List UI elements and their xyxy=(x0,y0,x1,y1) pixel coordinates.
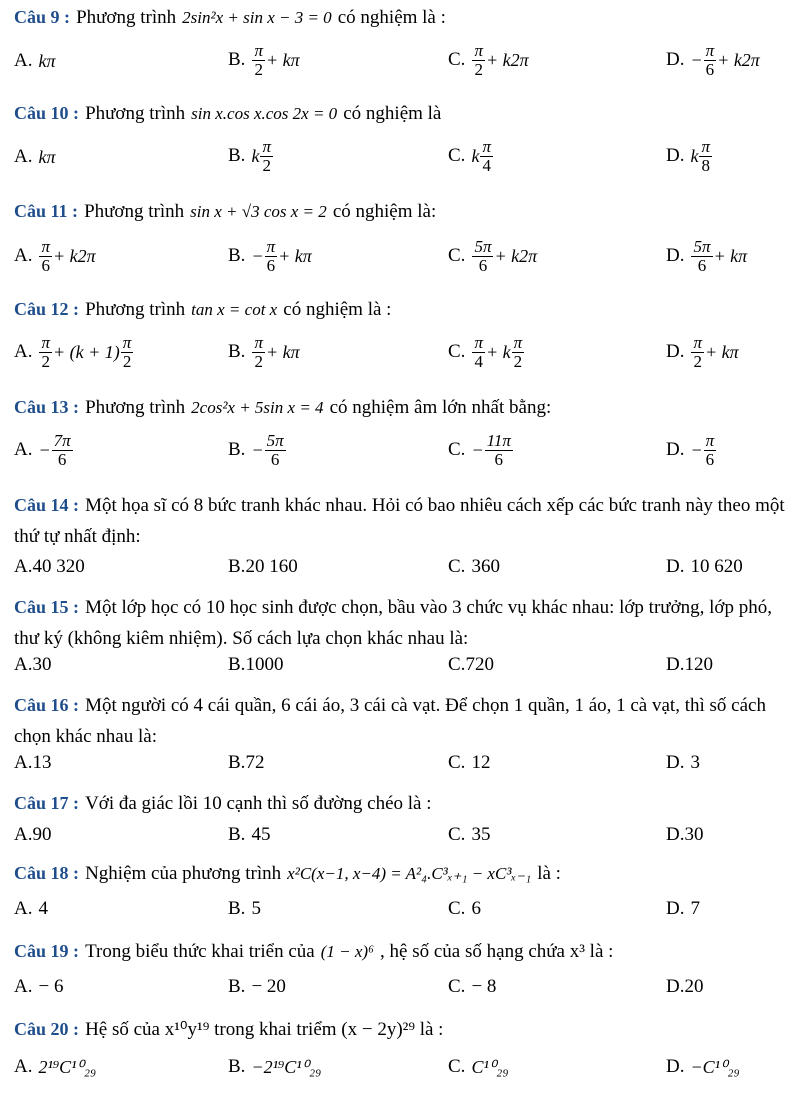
option-c[interactable]: C. C¹⁰₂₉ xyxy=(448,1056,509,1077)
question-label: Câu 11 : xyxy=(14,201,79,221)
option-a[interactable]: A. $\frac{\pi}{6}$ + k2π xyxy=(14,237,96,275)
option-d[interactable]: D. 10 620 xyxy=(666,556,743,577)
option-c[interactable]: C. 720 xyxy=(448,654,494,675)
equation: sin x.cos x.cos 2x = 0 xyxy=(191,104,338,123)
question-20: Câu 20 : Hệ số của x¹⁰y¹⁹ trong khai triểm (x − 2y)²⁹ là : xyxy=(14,1019,444,1040)
option-d[interactable]: D. 7 xyxy=(666,898,700,919)
question-10: Câu 10 : Phương trình sin x.cos x.cos 2x = 0 có nghiệm là xyxy=(14,103,442,124)
question-label: Câu 14 : xyxy=(14,495,80,515)
option-b[interactable]: B. 45 xyxy=(228,824,271,845)
option-c[interactable]: C. − $\frac{11\pi}{6}$ xyxy=(448,431,511,469)
equation: sin x + √3 cos x = 2 xyxy=(190,202,327,221)
option-b[interactable]: B. − $\frac{5\pi}{6}$ xyxy=(228,431,284,469)
option-a[interactable]: A. $\frac{\pi}{2}$ + (k + 1) $\frac{\pi}{2}$ xyxy=(14,333,132,371)
option-a[interactable]: A. 13 xyxy=(14,752,52,773)
question-14: Câu 14 : Một họa sĩ có 8 bức tranh khác nhau. Hỏi có bao nhiêu cách xếp các bức tranh này theo một thứ tự nhất định: xyxy=(14,495,785,547)
option-a[interactable]: A. − $\frac{7\pi}{6}$ xyxy=(14,431,71,469)
question-label: Câu 12 : xyxy=(14,299,80,319)
question-label: Câu 18 : xyxy=(14,863,80,883)
option-b[interactable]: B. −2¹⁹C¹⁰₂₉ xyxy=(228,1056,322,1077)
option-d[interactable]: D. − $\frac{\pi}{6}$ xyxy=(666,431,715,469)
question-19: Câu 19 : Trong biểu thức khai triển của (1 − x)⁶ , hệ số của số hạng chứa x³ là : xyxy=(14,941,614,962)
option-c[interactable]: C. $\frac{\pi}{2}$ + k2π xyxy=(448,41,529,79)
question-11: Câu 11 : Phương trình sin x + √3 cos x = 2 có nghiệm là: xyxy=(14,201,437,222)
question-label: Câu 10 : xyxy=(14,103,80,123)
option-c[interactable]: C. 6 xyxy=(448,898,481,919)
question-label: Câu 19 : xyxy=(14,941,80,961)
option-a[interactable]: A. 30 xyxy=(14,654,52,675)
option-d[interactable]: D. k $\frac{\pi}{8}$ xyxy=(666,137,711,175)
option-d[interactable]: D. $\frac{\pi}{2}$ + kπ xyxy=(666,333,739,371)
option-a[interactable]: A. 4 xyxy=(14,898,48,919)
option-c[interactable]: C. − 8 xyxy=(448,976,497,997)
option-b[interactable]: B. 20 160 xyxy=(228,556,298,577)
option-d[interactable]: D. 120 xyxy=(666,654,713,675)
question-17: Câu 17 : Với đa giác lồi 10 cạnh thì số đường chéo là : xyxy=(14,793,432,814)
question-text: Phương trình xyxy=(76,7,177,28)
option-b[interactable]: B. $\frac{\pi}{2}$ + kπ xyxy=(228,41,300,79)
option-a[interactable]: A. − 6 xyxy=(14,976,64,997)
option-b[interactable]: B. $\frac{\pi}{2}$ + kπ xyxy=(228,333,300,371)
option-c[interactable]: C. k $\frac{\pi}{4}$ xyxy=(448,137,491,175)
equation: 2sin²x + sin x − 3 = 0 xyxy=(182,8,332,27)
question-label: Câu 9 : xyxy=(14,7,71,27)
option-d[interactable]: D. 20 xyxy=(666,976,704,997)
option-c[interactable]: C. $\frac{\pi}{4}$ + k $\frac{\pi}{2}$ xyxy=(448,333,523,371)
option-a[interactable]: A. 90 xyxy=(14,824,52,845)
question-label: Câu 17 : xyxy=(14,793,80,813)
question-label: Câu 20 : xyxy=(14,1019,80,1039)
question-label: Câu 13 : xyxy=(14,397,80,417)
option-b[interactable]: B. 1000 xyxy=(228,654,284,675)
option-b[interactable]: B. k $\frac{\pi}{2}$ xyxy=(228,137,271,175)
option-a[interactable]: A. kπ xyxy=(14,146,56,167)
question-suffix: có nghiệm là : xyxy=(337,7,446,28)
option-c[interactable]: C. 360 xyxy=(448,556,500,577)
option-b[interactable]: B. 72 xyxy=(228,752,265,773)
equation: (1 − x)⁶ xyxy=(320,942,374,961)
question-12: Câu 12 : Phương trình tan x = cot x có nghiệm là : xyxy=(14,299,392,320)
option-a[interactable]: A. kπ xyxy=(14,50,56,71)
equation: 2cos²x + 5sin x = 4 xyxy=(191,398,324,417)
question-16: Câu 16 : Một người có 4 cái quần, 6 cái áo, 3 cái cà vạt. Để chọn 1 quần, 1 áo, 1 cà vạt, thì số cách chọn khác nhau là: xyxy=(14,695,766,747)
option-d[interactable]: D. 3 xyxy=(666,752,700,773)
equation: tan x = cot x xyxy=(191,300,278,319)
option-d[interactable]: D. −C¹⁰₂₉ xyxy=(666,1056,740,1077)
equation: x²C(x−1, x−4) = A²₄.C³ₓ₊₁ − xC³ₓ₋₁ xyxy=(287,864,532,883)
question-18: Câu 18 : Nghiệm của phương trình x²C(x−1, x−4) = A²₄.C³ₓ₊₁ − xC³ₓ₋₁ là : xyxy=(14,863,561,884)
option-a[interactable]: A. 40 320 xyxy=(14,556,85,577)
option-a[interactable]: A. 2¹⁹C¹⁰₂₉ xyxy=(14,1056,97,1077)
option-c[interactable]: C. 35 xyxy=(448,824,491,845)
option-c[interactable]: C. 12 xyxy=(448,752,491,773)
option-b[interactable]: B. − 20 xyxy=(228,976,286,997)
option-d[interactable]: D. 30 xyxy=(666,824,704,845)
option-d[interactable]: D. $\frac{5\pi}{6}$ + kπ xyxy=(666,237,748,275)
option-b[interactable]: B. − $\frac{\pi}{6}$ + kπ xyxy=(228,237,312,275)
option-b[interactable]: B. 5 xyxy=(228,898,261,919)
question-9 xyxy=(14,2,794,33)
question-15: Câu 15 : Một lớp học có 10 học sinh được chọn, bầu vào 3 chức vụ khác nhau: lớp trưởng, lớp phó, thư ký (không kiêm nhiệm). Số cách lựa chọn khác nhau là: xyxy=(14,597,772,649)
question-label: Câu 16 : xyxy=(14,695,80,715)
question-label: Câu 15 : xyxy=(14,597,80,617)
question-13: Câu 13 : Phương trình 2cos²x + 5sin x = 4 có nghiệm âm lớn nhất bằng: xyxy=(14,397,552,418)
option-c[interactable]: C. $\frac{5\pi}{6}$ + k2π xyxy=(448,237,538,275)
option-d[interactable]: D. − $\frac{\pi}{6}$ + k2π xyxy=(666,41,760,79)
